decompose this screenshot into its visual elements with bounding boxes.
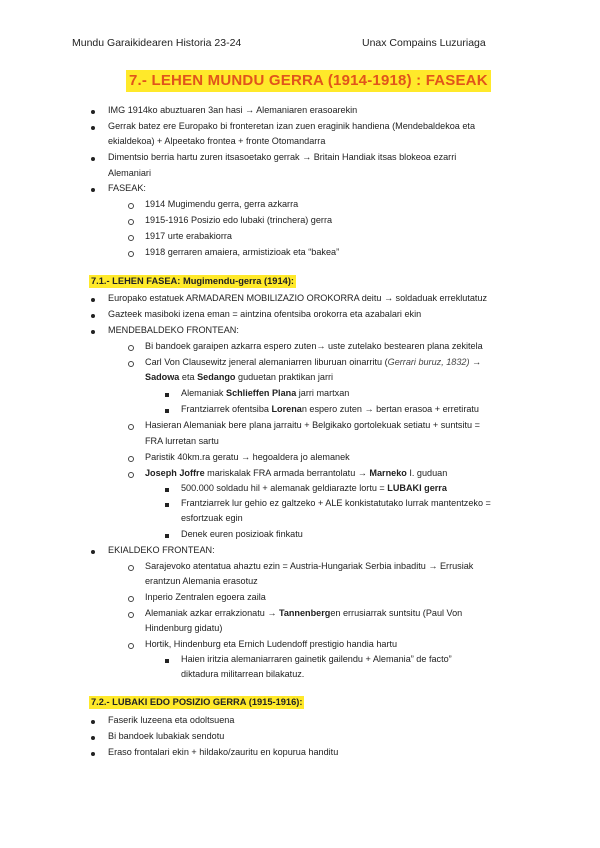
western-item-2-line-1: Carl Von Clausewitz jeneral alemaniarren liburuan oinarritu (Gerrari buruz, 1832) →	[145, 357, 482, 367]
eastern-item-2: Inperio Zentralen egoera zaila	[145, 592, 266, 602]
bullet-disc	[91, 752, 95, 756]
eastern-item-3-line-1: Alemaniak azkar errakzionatu → Tannenbergen errusiarrak suntsitu (Paul Von	[145, 608, 463, 618]
western-subitem-schlieffen: Alemaniak Schlieffen Plana jarri martxan	[181, 388, 350, 398]
bullet-disc	[91, 188, 95, 192]
eastern-subitem-1-line-1: Haien iritzia alemaniarraren gainetik gailendu + Alemania” de facto”	[181, 654, 452, 664]
intro-item-1: IMG 1914ko abuztuaren 3an hasi → Alemaniaren erasoarekin	[108, 105, 358, 115]
phase-item-2: 1915-1916 Posizio edo lubaki (trinchera) gerra	[145, 215, 333, 225]
bullet-square	[165, 488, 169, 492]
s2-item-2: Bi bandoek lubakiak sendotu	[108, 731, 225, 741]
eastern-item-4: Hortik, Hindenburg eta Ernich Ludendoff prestigio handia hartu	[145, 639, 398, 649]
bullet-disc	[91, 550, 95, 554]
eastern-item-1-line-2: erantzun Alemania erasotuz	[145, 576, 258, 586]
western-subitem-lorena: Frantziarrek ofentsiba Lorenan espero zuten → bertan erasoa + erretiratu	[181, 404, 479, 414]
western-item-3-line-1: Hasieran Alemaniak bere plana jarraitu + Belgikako gortolekuak setiatu + suntsitu =	[145, 420, 480, 430]
marne-subitem-1: 500.000 soldadu hil + alemanak geldiarazte lortu = LUBAKI gerra	[181, 483, 447, 493]
bullet-circle	[128, 235, 134, 241]
western-item-2-line-2: Sadowa eta Sedango guduetan praktikan jarri	[145, 372, 334, 382]
bullet-circle	[128, 251, 134, 257]
section-heading-7-1: 7.1.- LEHEN FASEA: Mugimendu-gerra (1914):	[91, 276, 295, 286]
s1-eastern-front-label: EKIALDEKO FRONTEAN:	[108, 545, 215, 555]
bullet-disc	[91, 736, 95, 740]
marne-subitem-2-line-2: esfortzuak egin	[181, 513, 243, 523]
phase-item-3: 1917 urte erabakiorra	[145, 231, 232, 241]
bullet-circle	[128, 345, 134, 351]
phase-item-4: 1918 gerraren amaiera, armistizioak eta “bakea”	[145, 247, 340, 257]
bullet-circle	[128, 565, 134, 571]
s1-western-front-label: MENDEBALDEKO FRONTEAN:	[108, 325, 239, 335]
bullet-square	[165, 503, 169, 507]
header-author-name: Unax Compains Luzuriaga	[362, 37, 486, 49]
eastern-item-3-line-2: Hindenburg gidatu)	[145, 623, 223, 633]
western-item-3-line-2: FRA lurretan sartu	[145, 436, 219, 446]
bullet-disc	[91, 110, 95, 114]
section-heading-7-2: 7.2.- LUBAKI EDO POSIZIO GERRA (1915-1916):	[91, 697, 303, 707]
bullet-disc	[91, 314, 95, 318]
s2-item-1: Faserik luzeena eta odoltsuena	[108, 715, 235, 725]
bullet-circle	[128, 219, 134, 225]
intro-item-2-line-1: Gerrak batez ere Europako bi fronteretan izan zuen eraginik handiena (Mendebaldekoa eta	[108, 121, 476, 131]
phase-item-1: 1914 Mugimendu gerra, gerra azkarra	[145, 199, 299, 209]
eastern-item-1-line-1: Sarajevoko atentatua ahaztu ezin = Austria-Hungariak Serbia inbaditu → Errusiak	[145, 561, 474, 571]
bullet-circle	[128, 424, 134, 430]
bullet-disc	[91, 330, 95, 334]
bullet-disc	[91, 720, 95, 724]
bullet-circle	[128, 472, 134, 478]
bullet-square	[165, 393, 169, 397]
bullet-disc	[91, 126, 95, 130]
s1-item-1: Europako estatuek ARMADAREN MOBILIZAZIO OROKORRA deitu → soldaduak erreklutatuz	[108, 293, 488, 303]
marne-subitem-2-line-1: Frantziarrek lur gehio ez galtzeko + ALE konkistatutako lurrak mantentzeko =	[181, 498, 491, 508]
western-item-5: Joseph Joffre mariskalak FRA armada berrantolatu → Marneko I. guduan	[145, 468, 448, 478]
bullet-square	[165, 409, 169, 413]
western-item-4: Paristik 40km.ra geratu → hegoaldera jo alemanek	[145, 452, 350, 462]
intro-item-3-line-2: Alemaniari	[108, 168, 151, 178]
s2-item-3: Eraso frontalari ekin + hildako/zauritu en kopurua handitu	[108, 747, 339, 757]
intro-item-3-line-1: Dimentsio berria hartu zuren itsasoetako gerrak → Britain Handiak itsas blokeoa ezarri	[108, 152, 457, 162]
bullet-circle	[128, 361, 134, 367]
marne-subitem-3: Denek euren posizioak finkatu	[181, 529, 303, 539]
bullet-square	[165, 659, 169, 663]
page-title: 7.- LEHEN MUNDU GERRA (1914-1918) : FASEAK	[126, 70, 491, 92]
s1-item-2: Gazteek masiboki izena eman = aintzina ofentsiba orokorra eta azabalari ekin	[108, 309, 422, 319]
bullet-circle	[128, 596, 134, 602]
intro-item-2-line-2: ekialdekoa) + Alpeetako frontea + fronte Otomandarra	[108, 136, 326, 146]
eastern-subitem-1-line-2: diktadura militarrean bilakatuz.	[181, 669, 305, 679]
bullet-circle	[128, 612, 134, 618]
bullet-square	[165, 534, 169, 538]
bullet-circle	[128, 456, 134, 462]
bullet-circle	[128, 203, 134, 209]
header-course-title: Mundu Garaikidearen Historia 23-24	[72, 37, 242, 49]
bullet-disc	[91, 298, 95, 302]
bullet-circle	[128, 643, 134, 649]
bullet-disc	[91, 157, 95, 161]
western-item-1: Bi bandoek garaipen azkarra espero zuten→ uste zutelako bestearen plana zekitela	[145, 341, 483, 351]
intro-faseak-label: FASEAK:	[108, 183, 146, 193]
